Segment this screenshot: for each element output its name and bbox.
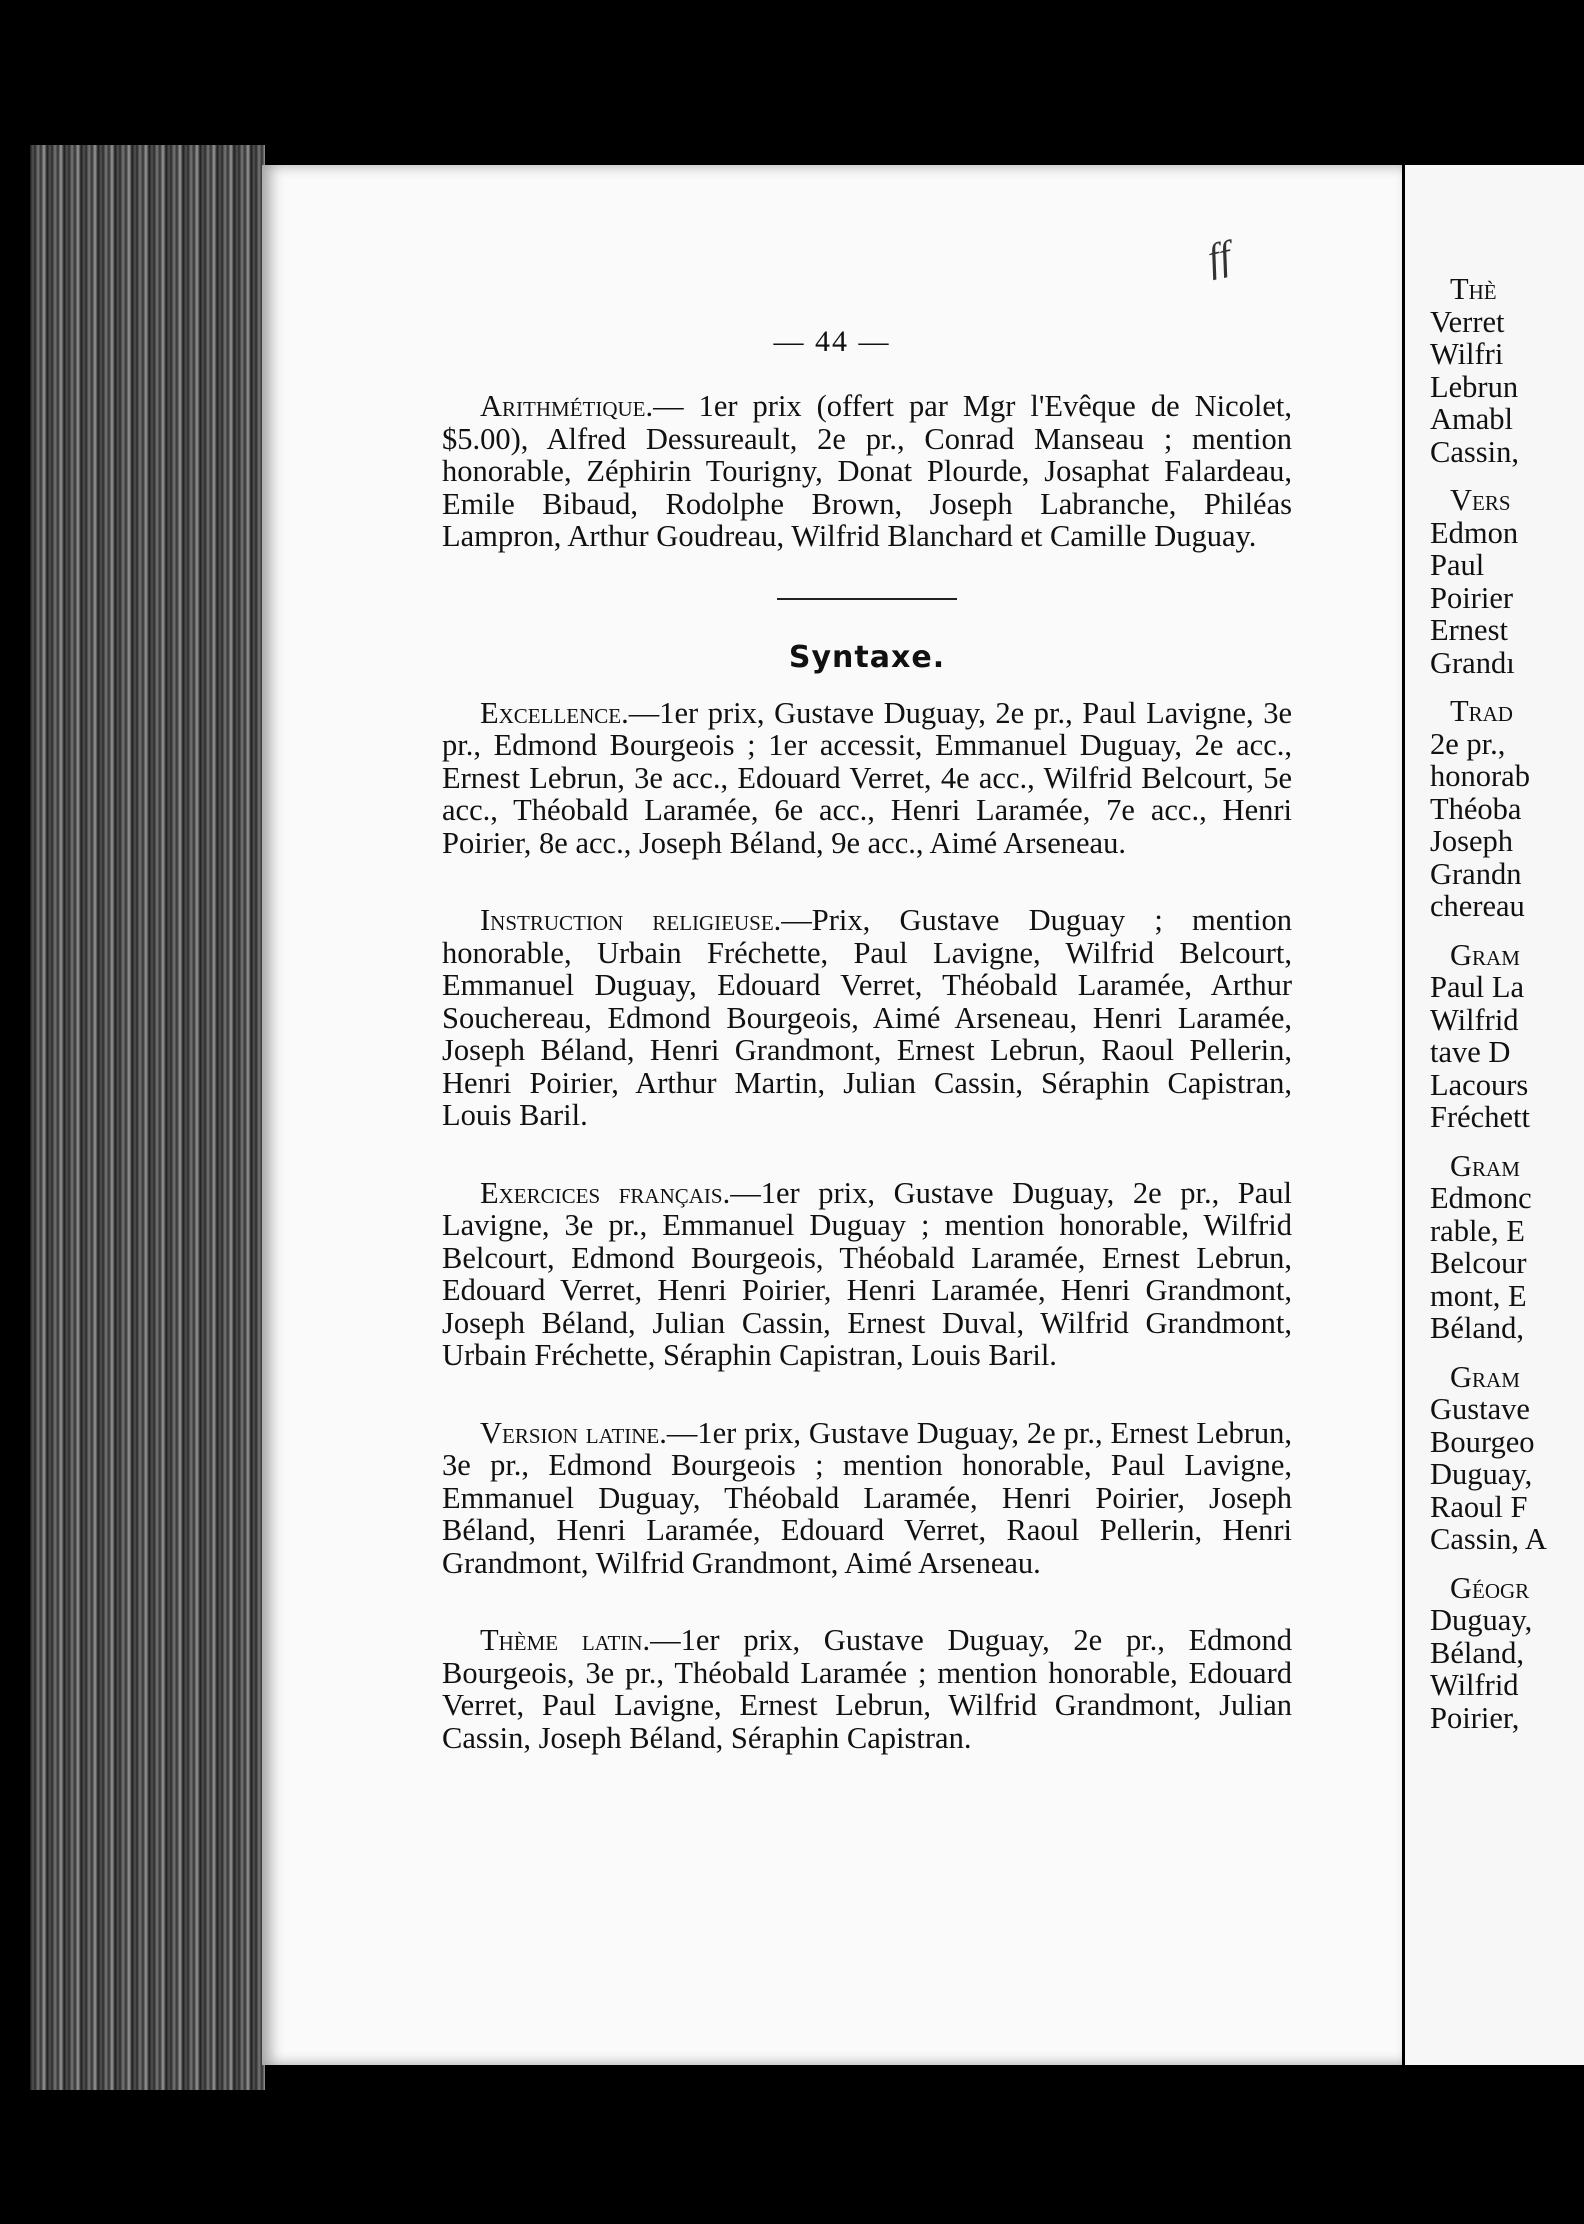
right-page-line: Paul <box>1430 548 1485 582</box>
section-title: Syntaxe. <box>788 639 946 675</box>
left-page <box>262 165 1402 2065</box>
right-page-line: 2e pr., <box>1430 726 1506 761</box>
right-page-line: Fréchett <box>1430 1100 1530 1134</box>
right-page-lines <box>1405 165 1584 1734</box>
page-content <box>442 390 1292 1799</box>
paragraph-head: Instruction religieuse. <box>480 903 782 937</box>
right-page-line: Trad <box>1450 694 1513 728</box>
paragraph-head: Exercices français. <box>480 1175 731 1210</box>
book-spine-edge <box>30 145 265 2090</box>
right-page-line: Béland, <box>1430 1635 1525 1670</box>
paragraph-head: Version latine. <box>480 1415 667 1450</box>
right-page-line: honorab <box>1430 759 1530 793</box>
right-page-line: Grandn <box>1430 856 1522 891</box>
paragraph-instruction-religieuse <box>442 904 1292 1132</box>
right-page-line: Géogr <box>1450 1570 1530 1605</box>
right-page-line: Gustave <box>1430 1392 1530 1426</box>
right-page-line: Cassin, <box>1430 434 1519 469</box>
right-page-line: Poirier, <box>1430 1700 1520 1735</box>
right-page-fragment <box>1405 165 1584 2065</box>
right-page-line: Théoba <box>1430 791 1522 826</box>
right-page-line: Edmon <box>1430 515 1519 550</box>
paragraph-text: — 1er prix (offert par Mgr l'Evêque de Nicolet, $5.00), Alfred Dessureault, 2e pr., Conrad Manseau ; mention honorable, Zéphirin Tourigny, Donat Plourde, Josaphat Falardeau, Emile Bibaud, Rodolphe Brown, Joseph Labranche, Philéas Lampron, Arthur Goudreau, Wilfrid Blanchard et Camille Duguay. <box>442 389 1292 553</box>
right-page-line: mont, E <box>1430 1278 1527 1313</box>
right-page-line: Gram <box>1450 1148 1520 1183</box>
right-page-line: Wilfri <box>1430 337 1504 371</box>
right-page-line: Paul La <box>1430 970 1525 1004</box>
paragraph-text: —1er prix, Gustave Duguay, 2e pr., Edmond Bourgeois, 3e pr., Théobald Laramée ; mention honorable, Edouard Verret, Paul Lavigne, Ernest Lebrun, Wilfrid Grandmont, Julian Cassin, Joseph Béland, Séraphin Capistran. <box>442 1623 1293 1755</box>
right-page-line: Ernest <box>1430 613 1508 647</box>
paragraph-excellence <box>442 697 1292 860</box>
right-page-line: chereau <box>1430 889 1525 923</box>
right-page-line: Edmonc <box>1430 1181 1532 1215</box>
paragraph-version-latine <box>442 1417 1292 1580</box>
right-page-line: Wilfrid <box>1430 1002 1519 1037</box>
paragraph-head: Thème latin. <box>480 1623 651 1657</box>
right-page-line: rable, E <box>1430 1213 1525 1248</box>
right-page-line: Duguay, <box>1430 1603 1533 1637</box>
right-page-line: Poirier <box>1430 580 1514 615</box>
paragraph-text: —Prix, Gustave Duguay ; mention honorable, Urbain Fréchette, Paul Lavigne, Wilfrid Belcourt, Emmanuel Duguay, Edouard Verret, Théobald Laramée, Arthur Souchereau, Edmond Bourgeois, Aimé Arseneau, Henri Laramée, Joseph Béland, Henri Grandmont, Ernest Lebrun, Raoul Pellerin, Henri Poirier, Arthur Martin, Julian Cassin, Séraphin Capistran, Louis Baril. <box>442 903 1292 1132</box>
paragraph-head: Arithmétique. <box>480 389 654 423</box>
right-page-line: Amabl <box>1430 402 1514 436</box>
paragraph-text: —1er prix, Gustave Duguay, 2e pr., Paul Lavigne, 3e pr., Emmanuel Duguay ; mention honorable, Wilfrid Belcourt, Edmond Bourgeois, Théobald Laramée, Ernest Lebrun, Edouard Verret, Henri Poirier, Henri Laramée, Henri Grandmont, Joseph Béland, Julian Cassin, Ernest Duval, Wilfrid Grandmont, Urbain Fréchette, Séraphin Capistran, Louis Baril. <box>442 1175 1292 1372</box>
right-page-line: Vers <box>1450 483 1511 517</box>
section-divider <box>777 598 957 600</box>
paragraph-exercices-francais <box>442 1177 1292 1372</box>
right-page-line: tave D <box>1430 1035 1511 1069</box>
right-page-line: Cassin, A <box>1430 1522 1547 1556</box>
paragraph-text: —1er prix, Gustave Duguay, 2e pr., Ernest Lebrun, 3e pr., Edmond Bourgeois ; mention honorable, Paul Lavigne, Emmanuel Duguay, Théobald Laramée, Henri Poirier, Joseph Béland, Henri Laramée, Edouard Verret, Raoul Pellerin, Henri Grandmont, Wilfrid Grandmont, Aimé Arseneau. <box>442 1415 1293 1580</box>
right-page-line: Belcour <box>1430 1246 1527 1280</box>
right-page-line: Gram <box>1450 1359 1520 1394</box>
right-page-line: Bourgeo <box>1430 1424 1535 1459</box>
right-page-line: Verret <box>1430 304 1505 339</box>
pencil-mark: ff <box>1203 232 1235 281</box>
paragraph-theme-latin <box>442 1624 1292 1754</box>
right-page-line: Grandı <box>1430 645 1515 680</box>
right-page-line: Béland, <box>1430 1311 1525 1345</box>
page-number: — 44 — <box>773 325 891 358</box>
paragraph-head: Excellence. <box>480 695 629 730</box>
right-page-line: Lebrun <box>1430 369 1519 404</box>
right-page-line: Raoul F <box>1430 1489 1528 1524</box>
right-page-line: Wilfrid <box>1430 1668 1519 1702</box>
right-page-line: Gram <box>1450 937 1520 972</box>
right-page-line: Lacours <box>1430 1067 1529 1102</box>
paragraph-text: —1er prix, Gustave Duguay, 2e pr., Paul Lavigne, 3e pr., Edmond Bourgeois ; 1er accessit, Emmanuel Duguay, 2e acc., Ernest Lebrun, 3e acc., Edouard Verret, 4e acc., Wilfrid Belcourt, 5e acc., Théobald Laramée, 6e acc., Henri Laramée, 7e acc., Henri Poirier, 8e acc., Joseph Béland, 9e acc., Aimé Arseneau. <box>442 695 1292 860</box>
right-page-line: Joseph <box>1430 824 1514 858</box>
right-page-line: Thè <box>1450 272 1497 306</box>
right-page-line: Duguay, <box>1430 1457 1533 1491</box>
paragraph-arithmetique <box>442 390 1292 553</box>
